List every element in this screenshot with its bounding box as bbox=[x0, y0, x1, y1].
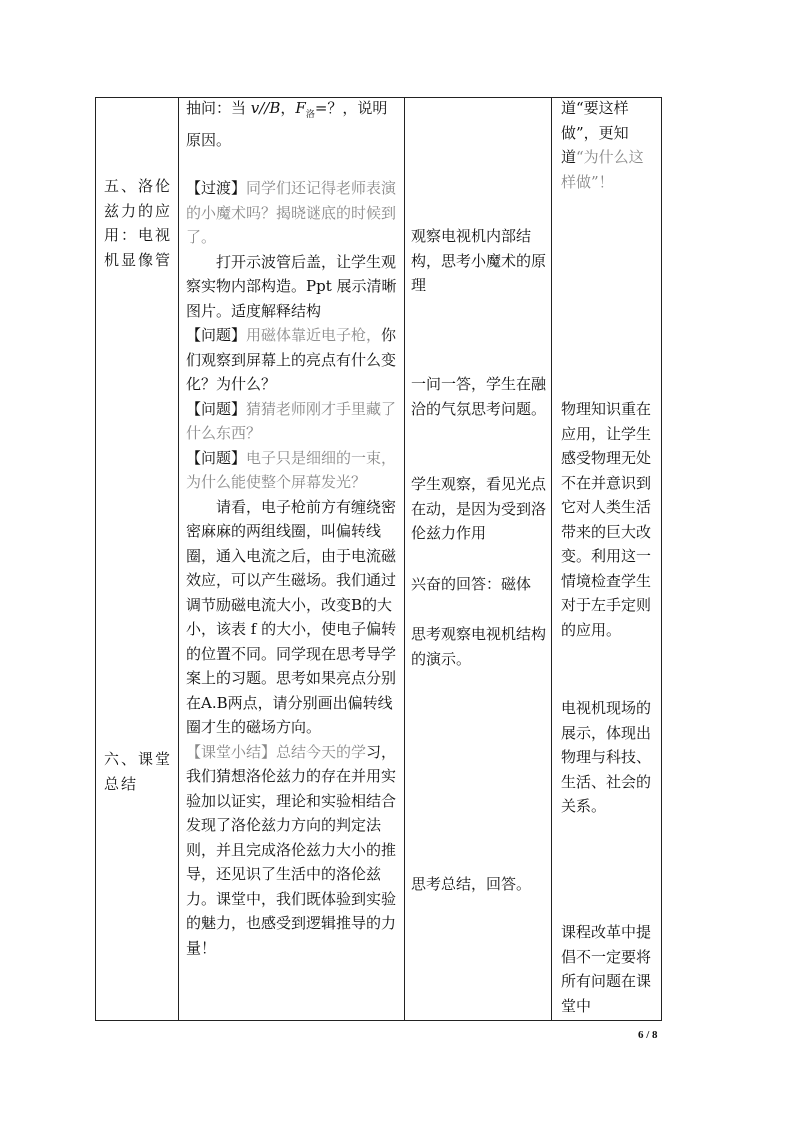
summary-text: 总结今天的学 bbox=[276, 742, 367, 761]
section-5-text: 五、洛伦兹力的应用：电视机显像管 bbox=[104, 177, 173, 269]
formula-f: F bbox=[295, 99, 306, 117]
table-col-border bbox=[661, 97, 662, 1021]
student-activity-3-text: 学生观察，看见光点在动，是因为受到洛伦兹力作用 bbox=[411, 475, 547, 542]
design-intent-4 bbox=[561, 920, 655, 1018]
paragraph-open-tube: 打开示波管后盖，让学生观察实物内部构造。Ppt 展示清晰图片。适度解释结构 bbox=[186, 252, 397, 320]
student-activity-6-text: 思考总结，回答。 bbox=[411, 875, 532, 893]
design-intent-3-text: 电视机现场的展示，体现出物理与科技、生活、社会的关系。 bbox=[561, 699, 652, 815]
question-1-text: 用磁体靠近电子枪， bbox=[246, 326, 382, 344]
student-activity-2-text: 一问一答，学生在融洽的气氛思考问题。 bbox=[411, 375, 547, 418]
student-activity-4-text: 兴奋的回答：磁体 bbox=[411, 575, 532, 593]
section-6-text: 六、课堂总结 bbox=[104, 750, 173, 793]
question-sep: ， bbox=[280, 99, 296, 117]
section-5-title bbox=[104, 174, 172, 272]
student-activity-4 bbox=[411, 572, 547, 597]
design-intent-1b: “为什么这样做”！ bbox=[561, 148, 644, 191]
question-3 bbox=[186, 446, 398, 495]
summary-paragraph bbox=[186, 740, 398, 961]
question-line bbox=[186, 96, 398, 152]
transition-paragraph bbox=[186, 176, 398, 250]
design-intent-1a: 道“要这样做”，更知道 bbox=[561, 99, 629, 166]
paragraph-deflection-coils: 请看，电子枪前方有缠绕密密麻麻的两组线圈，叫偏转线圈，通入电流之后，由于电流磁效应，可以产生磁场。我们通过调节励磁电流大小，改变B的大小，该表 f 的大小，使电子偏转的位置不同。同学现在思考导学案上的习题。思考如果亮点分别在A.B两点，请分别画出偏转线圈才生的磁场方向。 bbox=[186, 497, 397, 736]
table-col-border bbox=[95, 97, 96, 1021]
student-activity-1 bbox=[411, 224, 547, 298]
question-1 bbox=[186, 323, 398, 397]
design-intent-4-text: 课程改革中提倡不一定要将所有问题在课堂中 bbox=[561, 923, 652, 1015]
student-activity-1-text: 观察电视机内部结构，思考小魔术的原理 bbox=[411, 227, 547, 294]
question-3-text: 电子只是细细的一束，为什么能使整个屏幕发光？ bbox=[186, 448, 397, 491]
transition-text: 同学们还记得老师表演的小魔术吗？揭晓谜底的时候到了。 bbox=[186, 179, 397, 246]
design-intent-2-text: 物理知识重在应用，让学生感受物理无处不在并意识到它对人类生活带来的巨大改变。利用这一情境检查学生对于左手定则的应用。 bbox=[561, 400, 652, 639]
teacher-activity-cell bbox=[186, 96, 398, 960]
student-activity-6 bbox=[411, 872, 547, 897]
design-intent-3 bbox=[561, 696, 655, 819]
table-bottom-border bbox=[95, 1020, 662, 1021]
table-col-border bbox=[551, 97, 552, 1021]
student-activity-3 bbox=[411, 472, 547, 546]
summary-rest: 习，我们猜想洛伦兹力的存在并用实验加以证实，理论和实验相结合发现了洛伦兹力方向的判定法则，并且完成洛伦兹力大小的推导，还见识了生活中的洛伦兹力。课堂中，我们既体验到实验的魅力，也感受到逻辑推导的力量！ bbox=[186, 742, 397, 957]
section-6-title bbox=[104, 747, 172, 796]
question-end: =？，说明原因。 bbox=[186, 99, 388, 149]
page-number: 6 / 8 bbox=[638, 1029, 658, 1041]
table-col-border bbox=[404, 97, 405, 1021]
question-prefix: 抽问：当 bbox=[186, 99, 251, 117]
formula-v-parallel-b: v//B bbox=[250, 99, 281, 117]
summary-tag: 【课堂小结】 bbox=[186, 742, 277, 761]
question-1-tag: 【问题】 bbox=[186, 326, 247, 344]
question-2 bbox=[186, 397, 398, 446]
question-2-text: 猜猜老师刚才手里藏了什么东西？ bbox=[186, 399, 397, 442]
student-activity-2 bbox=[411, 372, 547, 421]
student-activity-5-text: 思考观察电视机结构的演示。 bbox=[411, 625, 547, 668]
table-col-border bbox=[178, 97, 179, 1021]
question-1-rest: 你们观察到屏幕上的亮点有什么变化？为什么？ bbox=[186, 326, 397, 393]
design-intent-2 bbox=[561, 397, 655, 642]
student-activity-5 bbox=[411, 622, 547, 671]
transition-tag: 【过渡】 bbox=[186, 179, 247, 197]
question-2-tag: 【问题】 bbox=[186, 399, 247, 418]
formula-f-subscript: 洛 bbox=[305, 110, 315, 120]
design-intent-1 bbox=[561, 96, 655, 194]
question-3-tag: 【问题】 bbox=[186, 448, 247, 467]
